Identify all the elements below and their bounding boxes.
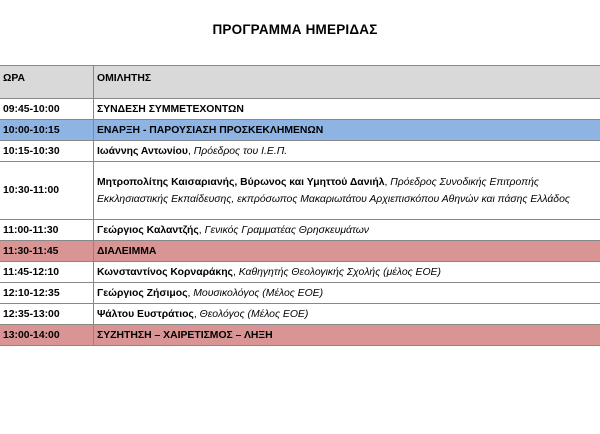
header-time: ΩΡΑ <box>0 66 94 99</box>
speaker-role: Θεολόγος (Μέλος ΕΟΕ) <box>196 308 309 320</box>
table-row <box>0 304 600 325</box>
table-row-break <box>0 241 600 262</box>
row-time: 13:00-14:00 <box>0 325 94 346</box>
speaker-name: Γεώργιος Καλαντζής <box>97 224 199 236</box>
row-speaker: Κωνσταντίνος Κορναράκης, Καθηγητής Θεολογικής Σχολής (μέλος ΕΟΕ) <box>94 262 600 283</box>
table-row <box>0 283 600 304</box>
speaker-name: Ιωάννης Αντωνίου <box>97 145 188 157</box>
row-time: 10:00-10:15 <box>0 120 94 141</box>
speaker-role: Γενικός Γραμματέας Θρησκευμάτων <box>201 224 369 236</box>
speaker-name: Κωνσταντίνος Κορναράκης <box>97 266 233 278</box>
table-row-closing <box>0 325 600 346</box>
speaker-name: ΣΥΖΗΤΗΣΗ – ΧΑΙΡΕΤΙΣΜΟΣ – ΛΗΞΗ <box>97 329 273 341</box>
row-time: 10:15-10:30 <box>0 141 94 162</box>
table-row <box>0 141 600 162</box>
table-row <box>0 262 600 283</box>
schedule-table <box>0 65 600 346</box>
row-speaker: Γεώργιος Καλαντζής, Γενικός Γραμματέας Θρησκευμάτων <box>94 220 600 241</box>
speaker-name: ΕΝΑΡΞΗ - ΠΑΡΟΥΣΙΑΣΗ ΠΡΟΣΚΕΚΛΗΜΕΝΩΝ <box>97 124 324 136</box>
speaker-name: Γεώργιος Ζήσιμος <box>97 287 188 299</box>
speaker-name: ΔΙΑΛΕΙΜΜΑ <box>97 245 157 257</box>
table-header-row <box>0 66 600 99</box>
row-speaker: Ψάλτου Ευστράτιος, Θεολόγος (Μέλος ΕΟΕ) <box>94 304 600 325</box>
row-time: 10:30-11:00 <box>0 162 94 220</box>
speaker-role: Μουσικολόγος (Μέλος ΕΟΕ) <box>190 287 324 299</box>
table-row-opening <box>0 120 600 141</box>
speaker-name: Ψάλτου Ευστράτιος <box>97 308 194 320</box>
row-time: 11:30-11:45 <box>0 241 94 262</box>
table-row <box>0 99 600 120</box>
row-speaker: Ιωάννης Αντωνίου, Πρόεδρος του Ι.Ε.Π. <box>94 141 600 162</box>
page-title: ΠΡΟΓΡΑΜΜΑ ΗΜΕΡΙΔΑΣ <box>212 22 378 37</box>
row-time: 11:00-11:30 <box>0 220 94 241</box>
row-time: 11:45-12:10 <box>0 262 94 283</box>
speaker-role: Καθηγητής Θεολογικής Σχολής (μέλος ΕΟΕ) <box>235 266 441 278</box>
header-speaker: ΟΜΙΛΗΤΗΣ <box>94 66 600 99</box>
row-time: 12:10-12:35 <box>0 283 94 304</box>
row-speaker <box>94 99 600 120</box>
row-time: 12:35-13:00 <box>0 304 94 325</box>
speaker-role: Πρόεδρος Συνοδικής Επιτροπής Εκκλησιαστικής Εκπαίδευσης, εκπρόσωπος Μακαριωτάτου Αρχιεπισκόπου Αθηνών και πάσης Ελλάδος <box>97 176 570 205</box>
row-speaker: Γεώργιος Ζήσιμος, Μουσικολόγος (Μέλος ΕΟΕ) <box>94 283 600 304</box>
speaker-name: Μητροπολίτης Καισαριανής, Βύρωνος και Υμηττού Δανιήλ <box>97 176 385 188</box>
row-speaker <box>94 325 600 346</box>
speaker-name: ΣΥΝΔΕΣΗ ΣΥΜΜΕΤΕΧΟΝΤΩΝ <box>97 103 244 115</box>
speaker-role: Πρόεδρος του Ι.Ε.Π. <box>190 145 288 157</box>
row-speaker <box>94 120 600 141</box>
table-row <box>0 220 600 241</box>
row-speaker: Μητροπολίτης Καισαριανής, Βύρωνος και Υμηττού Δανιήλ, Πρόεδρος Συνοδικής Επιτροπής Εκκλησιαστικής Εκπαίδευσης, εκπρόσωπος Μακαριωτάτου Αρχιεπισκόπου Αθηνών και πάσης Ελλάδος <box>94 162 600 220</box>
row-time: 09:45-10:00 <box>0 99 94 120</box>
row-speaker <box>94 241 600 262</box>
table-row <box>0 162 600 220</box>
